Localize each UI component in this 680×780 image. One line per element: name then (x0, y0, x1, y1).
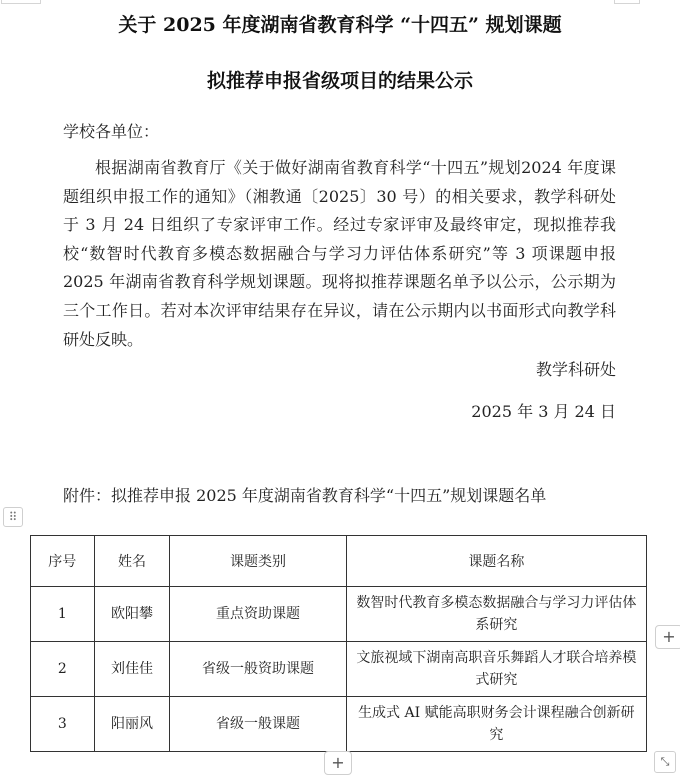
table-row (31, 642, 647, 697)
cell-category[interactable]: 省级一般课题 (170, 697, 346, 752)
table-resize-handle[interactable] (654, 751, 676, 773)
cell-index[interactable]: 2 (31, 642, 95, 697)
cell-title[interactable]: 文旅视域下湖南高职音乐舞蹈人才联合培养模式研究 (346, 642, 646, 697)
header-title: 课题名称 (346, 536, 646, 587)
table-row (31, 697, 647, 752)
cell-index[interactable]: 1 (31, 587, 95, 642)
doc-title-line1: 关于 2025 年度湖南省教育科学 “十四五” 规划课题 (118, 14, 562, 36)
project-table (30, 535, 647, 752)
header-name: 姓名 (94, 536, 170, 587)
drag-handle-icon: ⠿ (8, 510, 18, 524)
cell-name[interactable]: 阳丽风 (94, 697, 170, 752)
cell-title[interactable]: 生成式 AI 赋能高职财务会计课程融合创新研究 (346, 697, 646, 752)
table-header-row (31, 536, 647, 587)
cell-index[interactable]: 3 (31, 697, 95, 752)
table-row (31, 587, 647, 642)
cell-name[interactable]: 刘佳佳 (94, 642, 170, 697)
attachment-caption: 附件：拟推荐申报 2025 年度湖南省教育科学“十四五”规划课题名单 (63, 486, 547, 505)
signature-date: 2025 年 3 月 24 日 (471, 402, 616, 421)
doc-title-line2: 拟推荐申报省级项目的结果公示 (206, 70, 473, 92)
top-frame-left (1, 0, 41, 4)
cell-category[interactable]: 省级一般资助课题 (170, 642, 346, 697)
add-row-button[interactable]: + (324, 751, 352, 775)
header-category: 课题类别 (170, 536, 346, 587)
header-index: 序号 (31, 536, 95, 587)
cell-name[interactable]: 欧阳攀 (94, 587, 170, 642)
salutation: 学校各单位： (63, 122, 160, 141)
table-drag-handle[interactable] (3, 507, 23, 527)
signature-dept: 教学科研处 (535, 360, 616, 379)
add-column-button[interactable]: + (655, 625, 680, 649)
resize-icon: ⤡ (660, 755, 670, 768)
body-paragraph: 根据湖南省教育厅《关于做好湖南省教育科学“十四五”规划2024 年度课题组织申报工作的通知》（湘教通〔2025〕30 号）的相关要求，教学科研处于 3 月 24 日组织了专家评审工作。经过专家评审及最终审定，现拟推荐我校“数智时代教育多模态数据融合与学习力评估体系研究”等 3 项课题申报 2025 年湖南省教育科学规划课题。现将拟推荐课题名单予以公示，公示期为三个工作日。若对本次评审结果存在异议，请在公示期内以书面形式向教学科研处反映。 (63, 158, 616, 349)
cell-category[interactable]: 重点资助课题 (170, 587, 346, 642)
cell-title[interactable]: 数智时代教育多模态数据融合与学习力评估体系研究 (346, 587, 646, 642)
top-frame-right (614, 0, 640, 4)
